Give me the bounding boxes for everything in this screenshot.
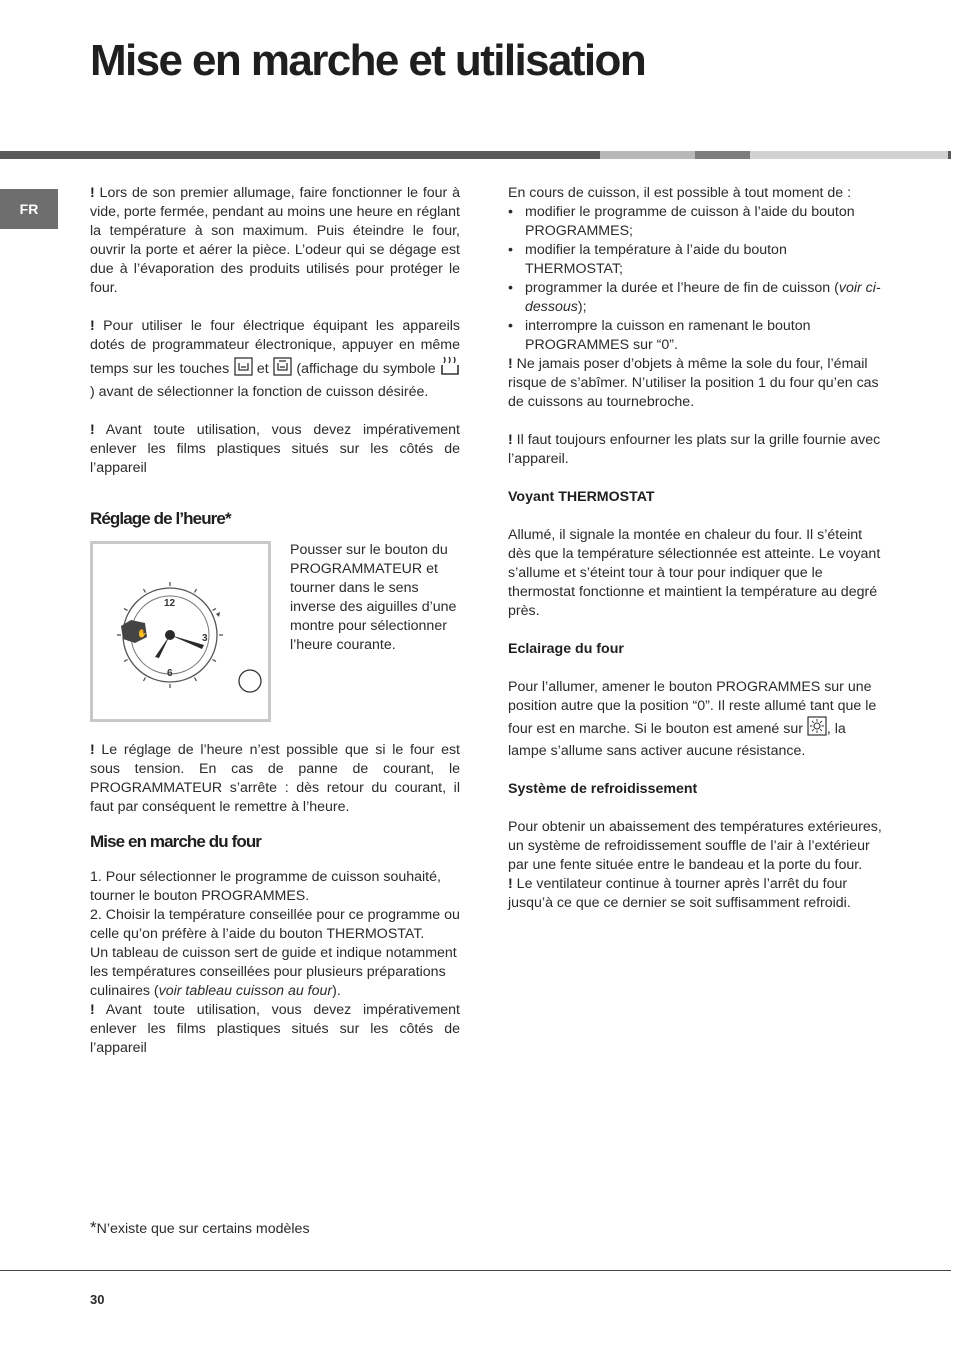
list-item: [508, 279, 882, 317]
list-item-end: );: [577, 299, 587, 315]
grill-note: [508, 431, 882, 469]
enamel-note: [508, 355, 882, 412]
plastic-film-text: Avant toute utilisation, vous devez impérativement enlever les films plastiques situés sur les côtés de l’appareil: [90, 422, 460, 476]
page-title: Mise en marche et utilisation: [90, 36, 646, 85]
lighting-heading: Eclairage du four: [508, 641, 624, 657]
programmer-text-c: (affichage du symbole: [296, 360, 441, 377]
thermostat-text: Allumé, il signale la montée en chaleur du four. Il s’éteint dès que la température sélectionnée est atteinte. Le voyant s’allume et s’éteint tour à tour pour indiquer que le thermostat fonctionne et maintient la température au degré près.: [508, 527, 881, 619]
programmer-clock-icon: [90, 541, 271, 722]
first-use-note: [90, 184, 460, 298]
right-column: [508, 184, 882, 913]
clock-figure: [90, 541, 460, 722]
lighting-text-a: Pour l’allumer, amener le bouton PROGRAMMES sur une position autre que la position “0”. Il reste allumé tant que le four est en marche. Si le bouton est amené sur: [508, 679, 877, 737]
header-band-light: [600, 151, 695, 159]
warning-mark: !: [508, 432, 513, 448]
fan-note: [508, 875, 882, 913]
grill-text: Il faut toujours enfourner les plats sur la grille fournie avec l’appareil.: [508, 432, 881, 467]
footnote-star: *: [90, 1218, 97, 1237]
programmer-note: [90, 317, 460, 402]
clock-instructions: Pousser sur le bouton du PROGRAMMATEUR et tourner dans le sens inverse des aiguilles d’une montre pour sélectionner l’heure courante.: [290, 542, 457, 653]
step-2: 2. Choisir la température conseillée pour ce programme ou celle qu’on préfère à l’aide du bouton THERMOSTAT.: [90, 907, 460, 942]
heat-symbol-icon: [440, 355, 460, 383]
during-cooking-intro: En cours de cuisson, il est possible à tout moment de :: [508, 185, 852, 201]
plastic-film-text-2: Avant toute utilisation, vous devez impérativement enlever les films plastiques situés sur les côtés de l’appareil: [90, 1002, 460, 1056]
warning-mark: !: [90, 1002, 95, 1018]
plastic-film-note-2: [90, 1001, 460, 1058]
footer-rule: [0, 1270, 951, 1271]
cooling-heading: Système de refroidissement: [508, 781, 698, 797]
warning-mark: !: [508, 876, 513, 892]
fan-text: Le ventilateur continue à tourner après l’arrêt du four jusqu’à ce que ce dernier se soit suffisamment refroidi.: [508, 876, 851, 911]
programmer-text-d: ) avant de sélectionner la fonction de cuisson désirée.: [90, 384, 429, 400]
power-note: [90, 741, 460, 817]
first-use-text: Lors de son premier allumage, faire fonctionner le four à vide, porte fermée, pendant au moins une heure en réglant la température à son maximum. Puis éteindre le four, ouvrir la porte et aérer la pièce. L’odeur qui se dégage est due à l’évaporation des produits utilisés pour protéger le four.: [90, 185, 460, 296]
enamel-text: Ne jamais poser d’objets à même la sole du four, l’émail risque de s’abîmer. N’utiliser la position 1 du four qu’en cas de cuissons au tournebroche.: [508, 356, 879, 410]
step-1: 1. Pour sélectionner le programme de cuisson souhaité, tourner le bouton PROGRAMMES.: [90, 869, 441, 904]
language-tab: FR: [0, 189, 58, 229]
warning-mark: !: [508, 356, 513, 372]
plastic-film-note: [90, 421, 460, 478]
programmer-text-b: et: [256, 360, 274, 377]
table-note-end: ).: [332, 983, 341, 999]
clock-label-6: 6: [167, 668, 173, 679]
table-note: [90, 944, 460, 1001]
clock-label-12: 12: [164, 598, 176, 609]
list-item-ref: voir ci-dessous: [525, 280, 881, 315]
svg-text:✋: ✋: [137, 629, 147, 638]
clock-heading: Réglage de l’heure*: [90, 509, 231, 528]
header-band-pale: [750, 151, 948, 159]
during-cooking-list: [508, 203, 882, 355]
oven-grill-key-icon: [273, 357, 292, 382]
warning-mark: !: [90, 185, 95, 201]
thermostat-heading: Voyant THERMOSTAT: [508, 489, 655, 505]
oven-lamp-icon: [807, 716, 827, 742]
list-item: • modifier la température à l’aide du bouton THERMOSTAT;: [508, 241, 882, 279]
lighting-text-b: , la lampe s’allume sans activer aucune résistance.: [508, 720, 846, 759]
header-band-mid: [695, 151, 750, 159]
cooling-text: Pour obtenir un abaissement des températures extérieures, un système de refroidissement souffle de l’air à l’extérieur par une fente située entre le bandeau et la porte du four.: [508, 819, 882, 873]
start-heading: Mise en marche du four: [90, 832, 262, 851]
table-note-ref: voir tableau cuisson au four: [158, 983, 333, 999]
power-text: Le réglage de l’heure n’est possible que si le four est sous tension. En cas de panne de courant, le PROGRAMMATEUR s’arrête : dès retour du courant, il faut par conséquent le remettre à l’heure.: [90, 742, 460, 815]
lighting-text: [508, 678, 882, 761]
header-band-dark: [0, 151, 600, 159]
warning-mark: !: [90, 318, 95, 334]
clock-label-3: 3: [202, 633, 208, 644]
programmer-text-a: Pour utiliser le four électrique équipant les appareils dotés de programmateur électronique, appuyer en même temps sur les touches: [90, 318, 460, 377]
page-number: 30: [90, 1292, 105, 1307]
header-band-end: [948, 151, 951, 159]
left-column: [90, 184, 460, 1058]
warning-mark: !: [90, 742, 95, 758]
list-item: • modifier le programme de cuisson à l’aide du bouton PROGRAMMES;: [508, 203, 882, 241]
list-item-text: programmer la durée et l’heure de fin de cuisson (: [525, 280, 839, 296]
footnote-text: N’existe que sur certains modèles: [96, 1221, 310, 1237]
table-note-text: Un tableau de cuisson sert de guide et indique notamment les températures conseillées pour plusieurs préparations culinaires (: [90, 945, 457, 999]
oven-key-icon: [234, 357, 253, 382]
list-item: • interrompre la cuisson en ramenant le bouton PROGRAMMES sur “0”.: [508, 317, 882, 355]
footnote: [90, 1218, 310, 1239]
warning-mark: !: [90, 422, 95, 438]
